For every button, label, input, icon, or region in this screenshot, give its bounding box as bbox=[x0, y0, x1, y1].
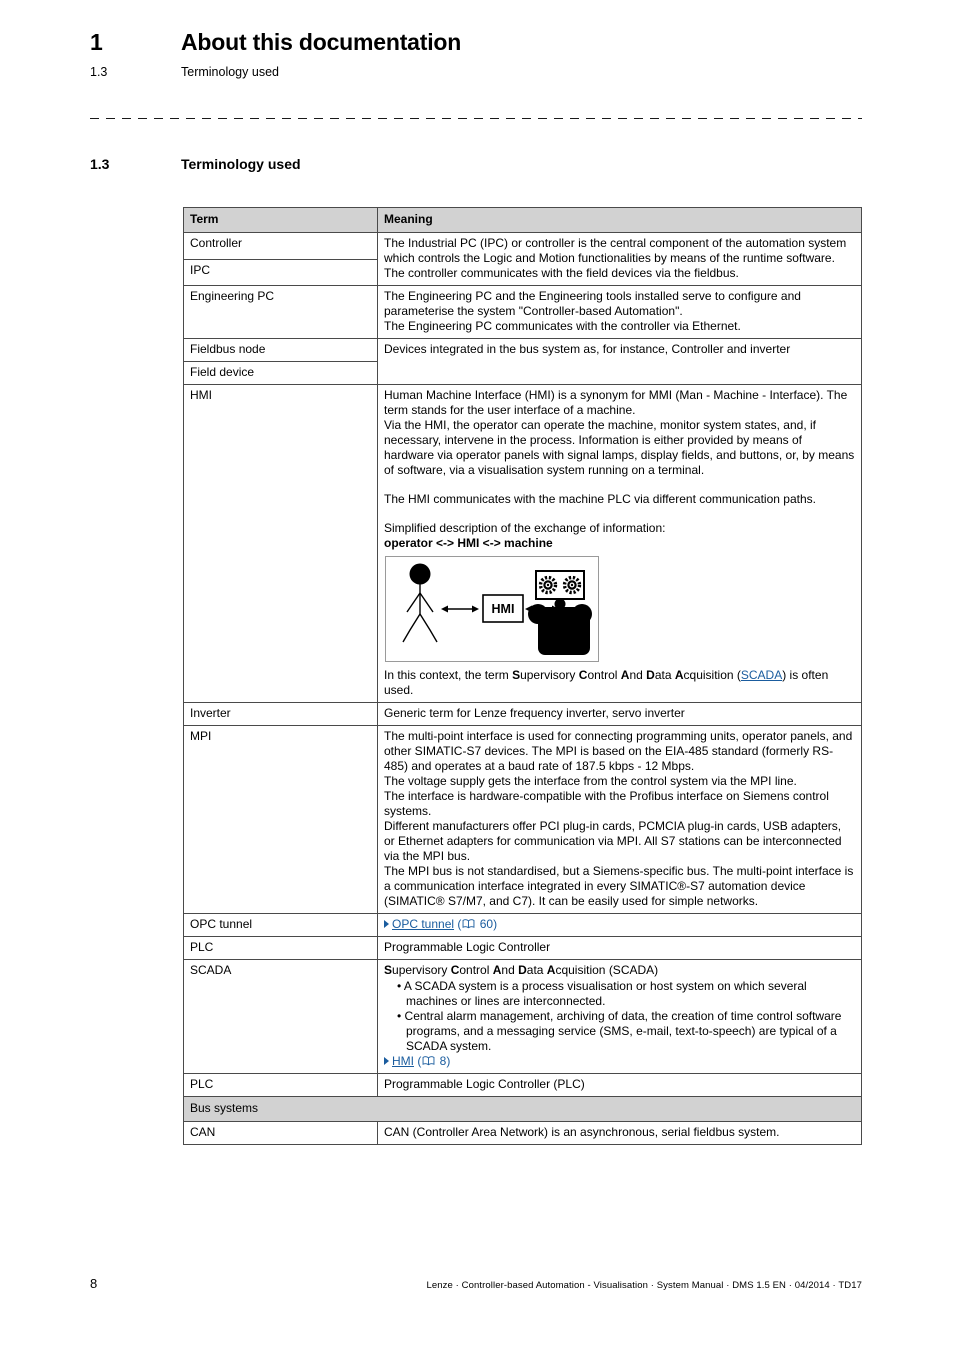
operator-figure bbox=[403, 564, 437, 643]
list-item: • Central alarm management, archiving of data, the creation of time control software programs, and a messaging service (SMS, e-mail, text-to-speech) are typical of a SCADA system. bbox=[397, 1009, 855, 1054]
link[interactable]: HMI bbox=[392, 1054, 414, 1068]
meaning-cell bbox=[378, 233, 862, 286]
spacer bbox=[384, 507, 855, 521]
meaning-paragraph: Different manufacturers offer PCI plug-in cards, PCMCIA plug-in cards, USB adapters, or Ethernet adapters for communication via MPI. All S7 stations can be interconnected via the MPI bus. bbox=[384, 819, 842, 863]
meaning-paragraph-rich: Supervisory Control And Data Acquisition (SCADA) bbox=[384, 963, 659, 977]
hmi-diagram-svg bbox=[386, 557, 596, 659]
table-row bbox=[184, 1122, 862, 1145]
meaning-paragraph: Via the HMI, the operator can operate the machine, monitor system states, and, if necessary, intervene in the process. Information is either provided by means of hardware via operator panels with signal lamps, display fields, and buttons, or, by means of software, via a visualisation system running on a terminal. bbox=[384, 418, 855, 477]
book-icon bbox=[422, 1056, 435, 1066]
table-row bbox=[184, 1074, 862, 1097]
cross-reference-link[interactable]: HMI ( 8) bbox=[384, 1054, 855, 1069]
dashed-divider bbox=[90, 118, 862, 119]
meaning-cell bbox=[378, 385, 862, 703]
term-cell: OPC tunnel bbox=[184, 914, 378, 937]
meaning-paragraph: Generic term for Lenze frequency inverter, servo inverter bbox=[384, 706, 685, 720]
column-header-meaning: Meaning bbox=[378, 208, 862, 233]
column-header-term: Term bbox=[184, 208, 378, 233]
meaning-paragraph: The HMI communicates with the machine PLC via different communication paths. bbox=[384, 492, 816, 506]
meaning-cell bbox=[378, 286, 862, 339]
term-cell: PLC bbox=[184, 937, 378, 960]
header-section-number: 1.3 bbox=[90, 65, 108, 79]
term-cell: SCADA bbox=[184, 960, 378, 1074]
chapter-number: 1 bbox=[90, 29, 103, 55]
subheader-cell: Bus systems bbox=[184, 1097, 862, 1122]
table-row bbox=[184, 385, 862, 703]
meaning-paragraph: Human Machine Interface (HMI) is a synonym for MMI (Man - Machine - Interface). The term stands for the user interface of a machine. bbox=[384, 388, 848, 417]
hmi-diagram bbox=[385, 556, 599, 662]
term-cell: Fieldbus node bbox=[184, 339, 378, 362]
meaning-paragraph: CAN (Controller Area Network) is an asynchronous, serial fieldbus system. bbox=[384, 1125, 780, 1139]
meaning-cell bbox=[378, 1122, 862, 1145]
meaning-paragraph: Simplified description of the exchange of information: bbox=[384, 521, 666, 535]
meaning-cell bbox=[378, 914, 862, 937]
term-cell: Controller bbox=[184, 233, 378, 260]
table-row bbox=[184, 914, 862, 937]
exchange-formula: operator <-> HMI <-> machine bbox=[384, 536, 553, 550]
meaning-paragraph: The voltage supply gets the interface from the control system via the MPI line. bbox=[384, 774, 797, 788]
meaning-paragraph: Programmable Logic Controller bbox=[384, 940, 551, 954]
meaning-paragraph-rich: In this context, the term Supervisory Control And Data Acquisition (SCADA) is often used. bbox=[384, 668, 829, 697]
meaning-paragraph: Programmable Logic Controller (PLC) bbox=[384, 1077, 585, 1091]
link-arrow-icon bbox=[384, 920, 389, 928]
table-row bbox=[184, 339, 862, 362]
meaning-cell bbox=[378, 703, 862, 726]
meaning-paragraph: The Engineering PC communicates with the controller via Ethernet. bbox=[384, 319, 741, 333]
table-row bbox=[184, 960, 862, 1074]
term-cell: CAN bbox=[184, 1122, 378, 1145]
meaning-cell bbox=[378, 1074, 862, 1097]
hmi-box-label: HMI bbox=[491, 602, 515, 616]
table-row bbox=[184, 703, 862, 726]
table-row bbox=[184, 726, 862, 914]
list-item: • A SCADA system is a process visualisation or host system on which several machines or lines are interconnected. bbox=[397, 979, 855, 1009]
hmi-box bbox=[483, 595, 523, 622]
footer-doc-info: Lenze · Controller-based Automation - Visualisation · System Manual · DMS 1.5 EN · 04/2014 · TD17 bbox=[426, 1280, 862, 1291]
term-cell: PLC bbox=[184, 1074, 378, 1097]
meaning-paragraph: The Engineering PC and the Engineering tools installed serve to configure and parameterise the system "Controller-based Automation". bbox=[384, 289, 801, 318]
term-cell: Field device bbox=[184, 362, 378, 385]
meaning-cell bbox=[378, 339, 862, 385]
link[interactable]: OPC tunnel bbox=[392, 917, 455, 931]
running-header bbox=[90, 0, 954, 55]
link-arrow-icon bbox=[384, 1057, 389, 1065]
machine-icon bbox=[528, 571, 592, 655]
section-heading bbox=[90, 156, 954, 173]
section-title: Terminology used bbox=[181, 156, 301, 172]
meaning-paragraph: The multi-point interface is used for connecting programming units, operator panels, and other SIMATIC-S7 devices. The MPI is based on the EIA-485 standard (formerly RS-485) and operates at a baud rate of 187.5 kbps - 12 Mbps. bbox=[384, 729, 853, 773]
term-cell: Engineering PC bbox=[184, 286, 378, 339]
meaning-paragraph: Devices integrated in the bus system as, for instance, Controller and inverter bbox=[384, 342, 791, 356]
meaning-paragraph: The Industrial PC (IPC) or controller is the central component of the automation system which controls the Logic and Motion functionalities by means of the runtime software. bbox=[384, 236, 847, 265]
running-header-section bbox=[90, 64, 954, 80]
term-cell: MPI bbox=[184, 726, 378, 914]
table-row bbox=[184, 286, 862, 339]
table-row bbox=[184, 937, 862, 960]
term-cell: HMI bbox=[184, 385, 378, 703]
meaning-cell bbox=[378, 937, 862, 960]
header-section-title: Terminology used bbox=[181, 65, 279, 79]
link[interactable]: SCADA bbox=[740, 668, 783, 682]
term-cell: Inverter bbox=[184, 703, 378, 726]
page-footer bbox=[90, 1276, 862, 1291]
chapter-title: About this documentation bbox=[181, 29, 462, 55]
meaning-paragraph: The interface is hardware-compatible with the Profibus interface on Siemens control systems. bbox=[384, 789, 829, 818]
terminology-table bbox=[183, 207, 862, 1145]
meaning-cell bbox=[378, 726, 862, 914]
meaning-paragraph: The controller communicates with the field devices via the fieldbus. bbox=[384, 266, 739, 280]
table-header-row bbox=[184, 208, 862, 233]
meaning-cell bbox=[378, 960, 862, 1074]
section-number: 1.3 bbox=[90, 156, 110, 172]
table-subheader-row bbox=[184, 1097, 862, 1122]
table-row bbox=[184, 233, 862, 260]
meaning-paragraph: The MPI bus is not standardised, but a Siemens-specific bus. The multi-point interface is a communication interface integrated in every SIMATIC®-S7 automation device (SIMATIC® S7/M7, and C7). It can be easily used for simple networks. bbox=[384, 864, 854, 908]
double-arrow-icon bbox=[441, 606, 479, 613]
spacer bbox=[384, 478, 855, 492]
scada-bullet-list bbox=[384, 979, 855, 1054]
machine-body bbox=[538, 607, 590, 655]
term-cell: IPC bbox=[184, 259, 378, 286]
page-number: 8 bbox=[90, 1276, 98, 1291]
book-icon bbox=[462, 919, 475, 929]
cross-reference-link[interactable]: OPC tunnel ( 60) bbox=[384, 917, 855, 932]
